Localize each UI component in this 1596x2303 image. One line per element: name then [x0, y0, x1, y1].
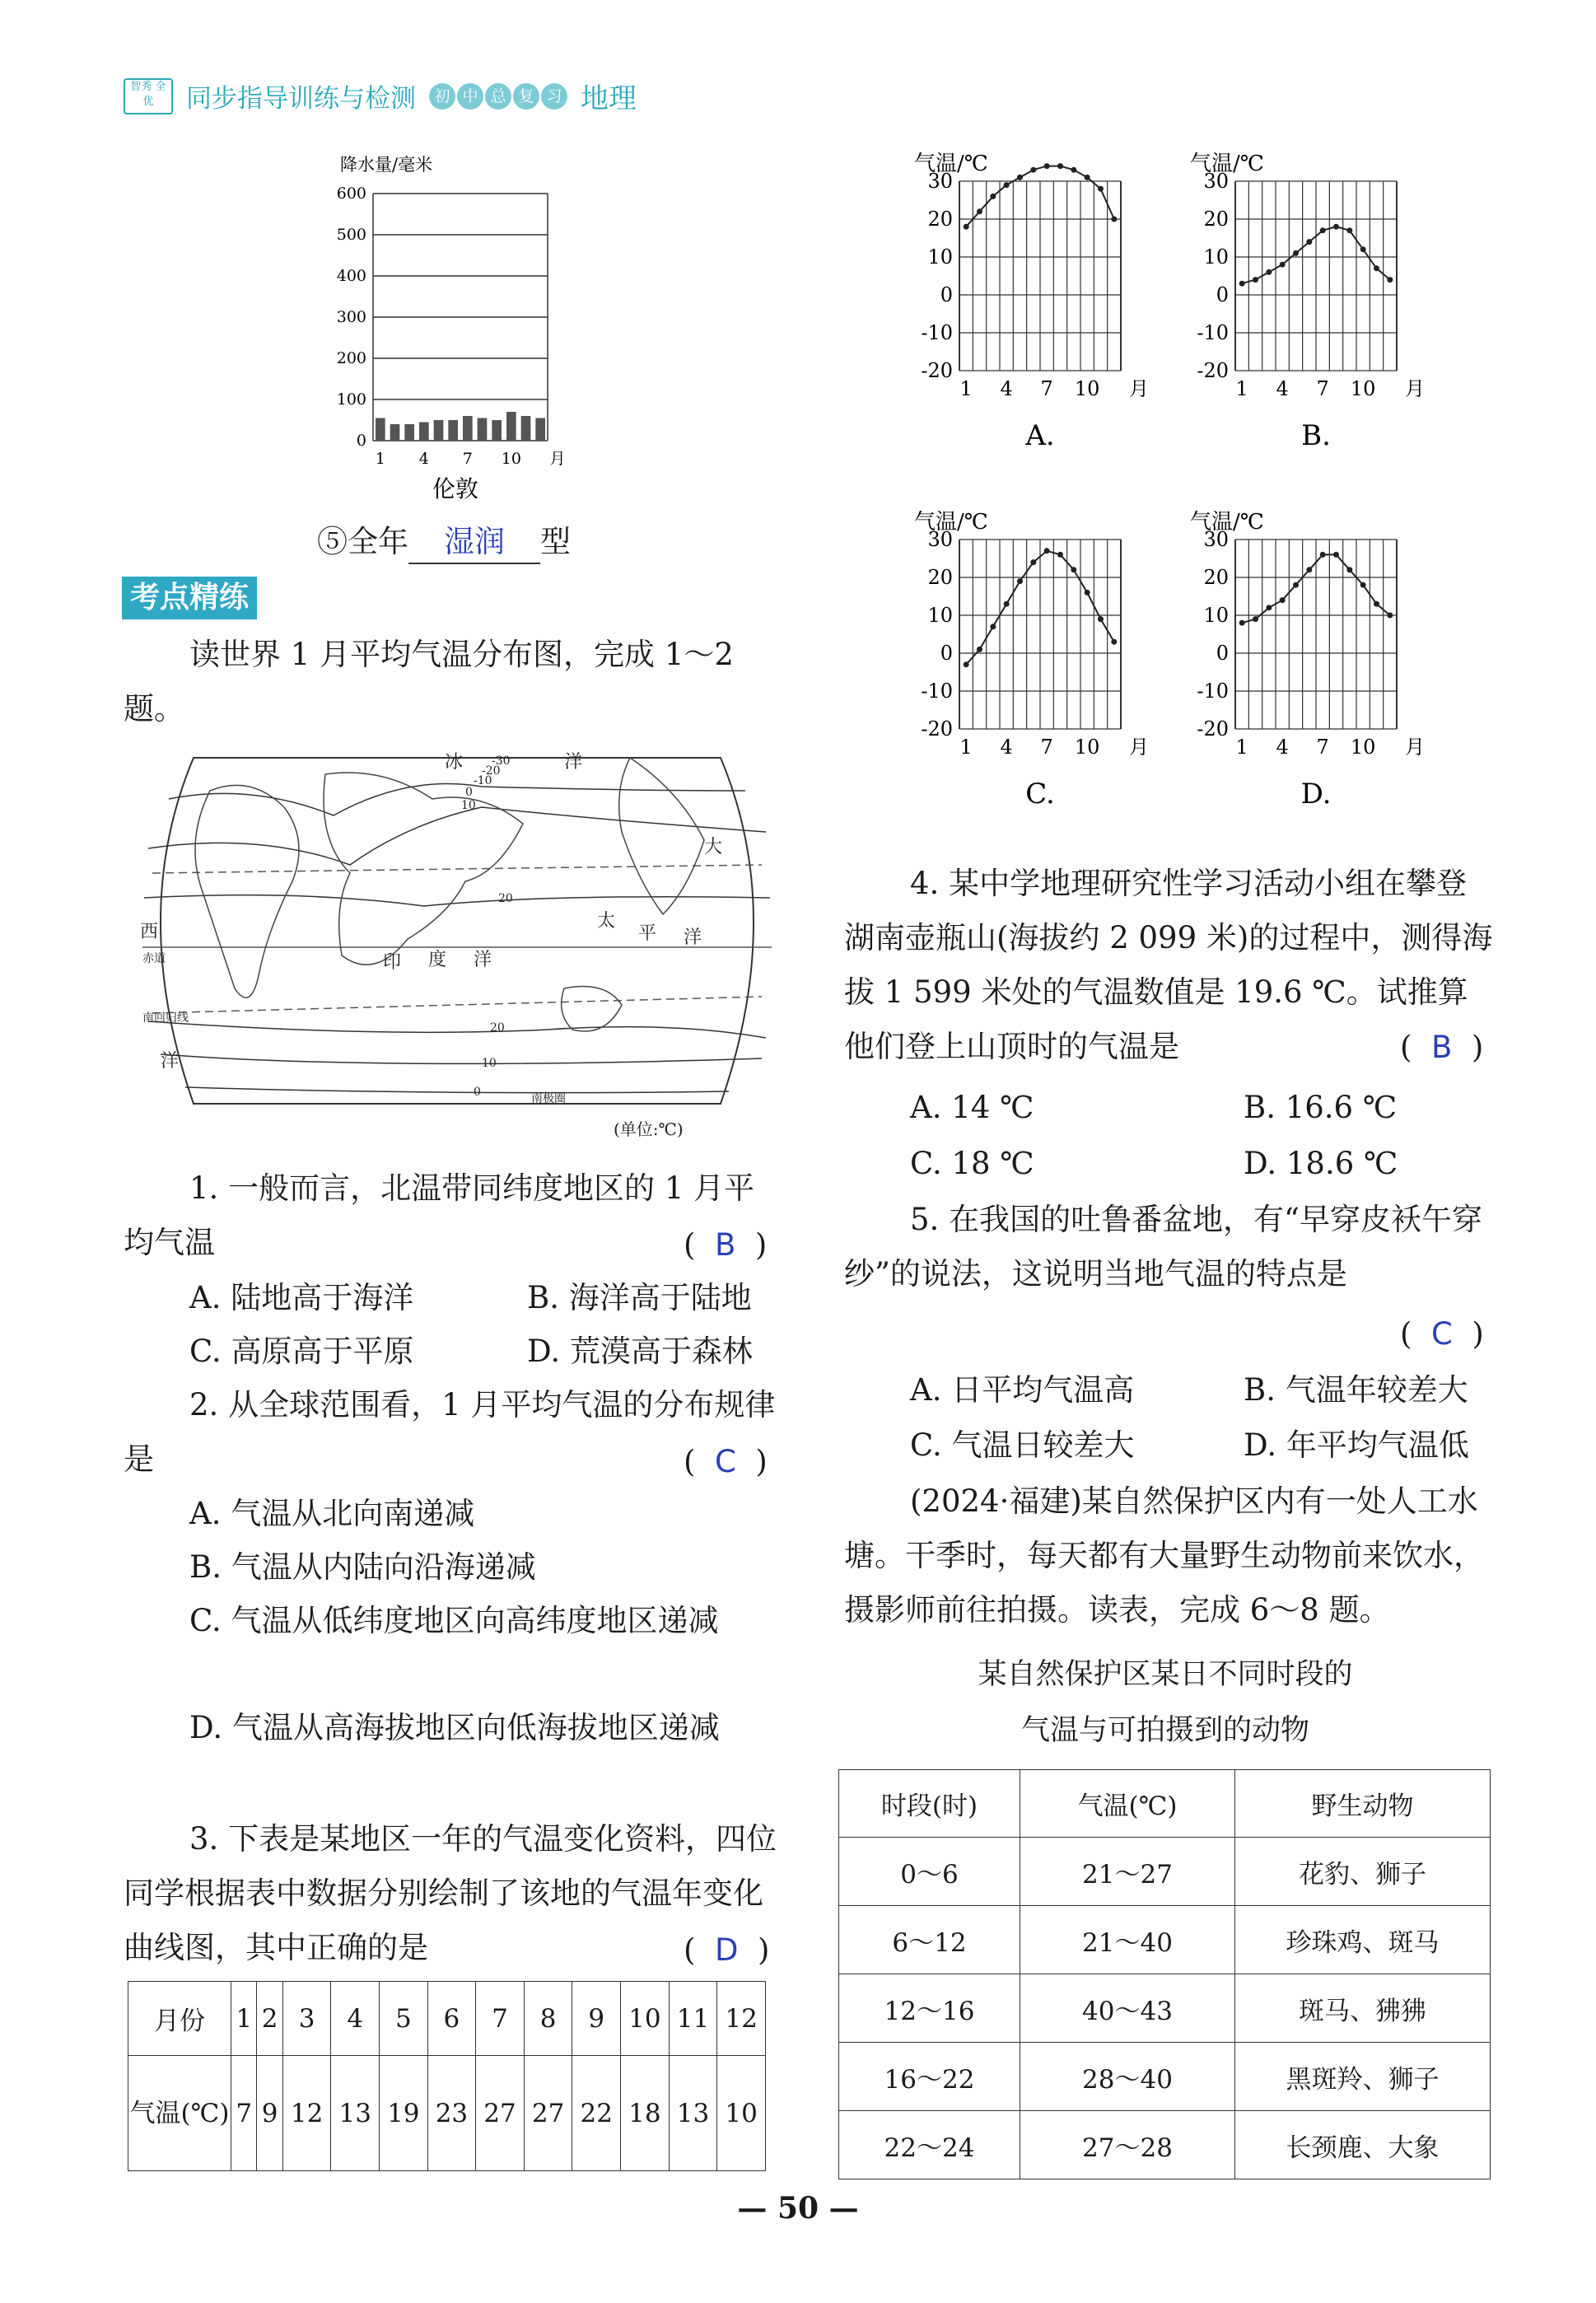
badge-char: 中 — [457, 83, 483, 110]
temp-chart — [1190, 152, 1425, 452]
temp-ytick: 10 — [927, 604, 953, 627]
precip-bar — [434, 420, 444, 441]
temp-point — [1098, 186, 1104, 192]
temp-xtick: 10 — [1350, 377, 1376, 400]
temp-ytick: 30 — [1203, 528, 1229, 551]
q5-option-a[interactable]: A. 日平均气温高 — [910, 1372, 1135, 1408]
q3-answer-bracket[interactable]: ( D ) — [684, 1932, 770, 1968]
q5-stem: 5. 在我国的吐鲁番盆地，有“早穿皮袄午穿纱”的说法，这说明当地气温的特点是 — [844, 1202, 1482, 1292]
temp-xtick: 1 — [1235, 377, 1248, 400]
q1-option-c[interactable]: C. 高原高于平原 — [189, 1334, 414, 1369]
table-cell: 23 — [427, 2056, 476, 2171]
q2-answer: C — [714, 1444, 736, 1479]
temp-ytick: -10 — [1197, 321, 1229, 344]
temp-point — [1320, 552, 1326, 558]
map-label: 洋 — [474, 950, 492, 970]
precip-bar — [521, 416, 531, 441]
table-cell: 10 — [621, 1982, 670, 2056]
precip-xtick: 10 — [501, 450, 521, 468]
q5-option-d[interactable]: D. 年平均气温低 — [1244, 1427, 1469, 1463]
temp-chart-ylabel: 气温/℃ — [914, 152, 988, 176]
temp-point — [1253, 277, 1258, 283]
table-row — [839, 1770, 1491, 1838]
q1-answer: B — [714, 1227, 736, 1263]
precip-xtick: 月 — [549, 450, 566, 468]
temp-point — [1387, 613, 1393, 619]
intro-q6-8: (2024·福建)某自然保护区内有一处人工水塘。干季时，每天都有大量野生动物前来饮水，摄影师前往拍摄。读表，完成 6～8 题。 — [844, 1483, 1484, 1628]
temp-ytick: -20 — [1197, 359, 1229, 382]
temp-xtick: 7 — [1316, 736, 1329, 759]
temp-xtick: 7 — [1040, 736, 1053, 759]
temp-chart — [1190, 510, 1425, 810]
q4-option-b[interactable]: B. 16.6 ℃ — [1244, 1090, 1398, 1125]
temp-ytick: 10 — [1203, 245, 1229, 269]
temp-xtick: 月 — [1129, 736, 1149, 759]
page-number: — 50 — — [737, 2191, 859, 2226]
temp-point — [1266, 605, 1272, 610]
badge-char: 复 — [513, 83, 539, 110]
temp-xtick: 月 — [1405, 736, 1425, 759]
q3-stem: 3. 下表是某地区一年的气温变化资料，四位同学根据表中数据分别绘制了该地的气温年变化曲线图，其中正确的是 — [124, 1821, 777, 1965]
temp-ytick: 30 — [1203, 170, 1229, 193]
table-cell: 13 — [331, 2056, 380, 2171]
precip-bar — [448, 420, 458, 441]
q4-stem: 4. 某中学地理研究性学习活动小组在攀登湖南壶瓶山(海拔约 2 099 米)的过程中，测得海拔 1 599 米处的气温数值是 19.6 ℃。试推算他们登上山顶时的气温是 — [844, 866, 1493, 1064]
temp-ytick: -10 — [921, 680, 953, 703]
precip-ytick: 300 — [336, 308, 366, 326]
temp-point — [1030, 559, 1036, 565]
map-label: 南回归线 — [142, 1011, 189, 1025]
precip-bar — [506, 412, 516, 441]
temp-xtick: 10 — [1350, 736, 1376, 759]
temp-ytick: 20 — [927, 566, 953, 589]
item5-blank[interactable] — [408, 521, 540, 564]
table-cell: 黑斑羚、狮子 — [1235, 2043, 1491, 2111]
temp-xtick: 1 — [1235, 736, 1248, 759]
temp-point — [1085, 590, 1090, 596]
table-cell: 4 — [331, 1982, 380, 2056]
temp-chart — [914, 510, 1149, 810]
precip-bar — [535, 418, 545, 441]
precip-chart — [325, 152, 589, 507]
table-cell: 28～40 — [1020, 2043, 1235, 2111]
temp-point — [1085, 175, 1090, 180]
q4-option-a[interactable]: A. 14 ℃ — [910, 1090, 1034, 1125]
table-cell: 9 — [572, 1982, 621, 2056]
q2-option-a[interactable]: A. 气温从北向南递减 — [189, 1496, 475, 1531]
temp-xtick: 1 — [959, 736, 973, 759]
table-cell: 2 — [257, 1982, 282, 2056]
q2-option-b[interactable]: B. 气温从内陆向沿海递减 — [189, 1549, 536, 1585]
q4-option-c[interactable]: C. 18 ℃ — [910, 1146, 1034, 1181]
temp-chart-label: D. — [1300, 778, 1332, 810]
table-cell: 19 — [380, 2056, 428, 2171]
table-cell: 12 — [717, 1982, 766, 2056]
table-cell: 5 — [380, 1982, 428, 2056]
table-row — [128, 2056, 766, 2171]
map-label: 大 — [704, 837, 723, 857]
animal-table — [838, 1769, 1491, 2179]
temp-point — [1044, 548, 1050, 554]
table-row — [128, 1982, 766, 2056]
q2-stem: 2. 从全球范围看，1 月平均气温的分布规律是 — [124, 1387, 776, 1477]
temp-xtick: 月 — [1129, 377, 1149, 400]
temp-point — [1280, 262, 1286, 268]
table-cell: 21～40 — [1020, 1906, 1235, 1974]
temp-point — [1253, 616, 1258, 622]
temp-point — [1030, 167, 1036, 173]
table-cell: 13 — [669, 2056, 717, 2171]
precip-bar — [478, 418, 488, 441]
temp-xtick: 10 — [1074, 377, 1100, 400]
table-cell: 27 — [476, 2056, 525, 2171]
table-cell: 1 — [231, 1982, 257, 2056]
q4-answer: B — [1430, 1030, 1453, 1065]
table-row — [839, 2111, 1491, 2179]
precip-bar — [404, 424, 414, 441]
table-header-cell: 气温(℃) — [128, 2056, 231, 2171]
precip-xtick: 7 — [462, 450, 473, 468]
q3-temp-table — [128, 1981, 766, 2171]
q5-answer-bracket[interactable]: ( C ) — [1400, 1316, 1484, 1352]
temp-point — [1280, 597, 1286, 603]
temp-xtick: 10 — [1074, 736, 1100, 759]
map-label: 洋 — [161, 1051, 180, 1072]
q1-option-d[interactable]: D. 荒漠高于森林 — [527, 1334, 753, 1369]
badge-char: 初 — [429, 83, 455, 110]
table-cell: 6～12 — [839, 1906, 1020, 1974]
temp-chart-label: A. — [1025, 419, 1055, 452]
precip-bar — [419, 423, 429, 441]
table-header-cell: 野生动物 — [1235, 1770, 1491, 1838]
q1-stem: 1. 一般而言，北温带同纬度地区的 1 月平均气温 — [124, 1170, 755, 1260]
temp-ytick: 0 — [940, 642, 953, 665]
temp-charts — [898, 144, 1507, 861]
temp-chart-label: C. — [1025, 778, 1055, 810]
q5-answer: C — [1430, 1316, 1453, 1352]
isotherm-label: 10 — [482, 1057, 497, 1070]
precip-bar — [390, 424, 400, 441]
temp-ytick: 0 — [940, 283, 953, 306]
temp-point — [1333, 552, 1339, 558]
temp-point — [1239, 620, 1245, 626]
temp-point — [1239, 281, 1245, 287]
temp-chart-ylabel: 气温/℃ — [1190, 152, 1264, 176]
table-cell: 12～16 — [839, 1974, 1020, 2043]
temp-chart-label: B. — [1301, 419, 1331, 452]
q1-option-b[interactable]: B. 海洋高于陆地 — [527, 1280, 752, 1315]
series-title: 同步指导训练与检测 — [186, 84, 416, 114]
temp-xtick: 月 — [1405, 377, 1425, 400]
page-header — [124, 76, 637, 116]
temp-ytick: 0 — [1216, 642, 1229, 665]
temp-point — [1111, 217, 1117, 222]
precip-ylabel: 降水量/毫米 — [340, 155, 433, 175]
table-cell: 8 — [524, 1982, 572, 2056]
review-badge — [429, 83, 567, 110]
table-cell: 22 — [572, 2056, 621, 2171]
temp-point — [1346, 567, 1352, 572]
map-unit: (单位:℃) — [614, 1119, 684, 1139]
map-label: 冰 — [445, 752, 464, 773]
q4-answer-bracket[interactable]: ( B ) — [1400, 1030, 1484, 1065]
temp-ytick: 20 — [1203, 208, 1229, 231]
temp-chart-ylabel: 气温/℃ — [1190, 510, 1264, 535]
item5-answer: 湿润 — [444, 524, 505, 559]
section-tag: 考点精练 — [122, 577, 257, 619]
map-label: 印 — [383, 952, 402, 973]
map-label: 平 — [638, 923, 657, 944]
table-cell: 珍珠鸡、斑马 — [1235, 1906, 1491, 1974]
temp-point — [1387, 277, 1393, 283]
table-header-cell: 气温(℃) — [1020, 1770, 1235, 1838]
temp-point — [977, 647, 982, 652]
temp-ytick: 30 — [927, 528, 953, 551]
map-label: 太 — [597, 911, 616, 932]
temp-point — [1306, 567, 1312, 572]
temp-point — [1004, 182, 1010, 188]
temp-ytick: 10 — [927, 245, 953, 269]
precip-city: 伦敦 — [432, 475, 479, 502]
q3-answer: D — [714, 1932, 739, 1968]
table-cell: 斑马、狒狒 — [1235, 1974, 1491, 2043]
item5 — [317, 515, 571, 569]
precip-ytick: 500 — [336, 226, 366, 244]
isotherm-label: 0 — [465, 786, 473, 799]
temp-ytick: -20 — [921, 717, 953, 740]
precip-ytick: 200 — [336, 349, 366, 367]
map-label: 西 — [140, 922, 159, 942]
precip-bar — [492, 420, 502, 441]
table-cell: 22～24 — [839, 2111, 1020, 2179]
temp-point — [1293, 582, 1299, 588]
isotherm-label: 0 — [474, 1086, 481, 1099]
temp-point — [1333, 224, 1339, 230]
temp-chart — [914, 152, 1149, 452]
table-cell: 花豹、狮子 — [1235, 1838, 1491, 1906]
temp-point — [1071, 167, 1076, 173]
q2-option-d[interactable]: D. 气温从高海拔地区向低海拔地区递减 — [189, 1710, 720, 1745]
table-cell: 12 — [282, 2056, 331, 2171]
temp-point — [1057, 552, 1063, 558]
isotherm-label: -20 — [482, 764, 501, 778]
table-header-cell: 时段(时) — [839, 1770, 1020, 1838]
temp-point — [1374, 601, 1379, 607]
table-row — [839, 2043, 1491, 2111]
q2-answer-bracket[interactable]: ( C ) — [684, 1444, 768, 1479]
temp-point — [1017, 175, 1023, 180]
temp-ytick: -20 — [1197, 717, 1229, 740]
temp-xtick: 1 — [959, 377, 973, 400]
temp-point — [977, 208, 982, 214]
badge-char: 习 — [541, 83, 567, 110]
temp-point — [1111, 639, 1117, 645]
temp-ytick: -10 — [1197, 680, 1229, 703]
temp-ytick: 20 — [927, 208, 953, 231]
temp-point — [1306, 239, 1312, 245]
map-label: 洋 — [564, 752, 583, 773]
temp-point — [990, 194, 996, 199]
table-cell: 长颈鹿、大象 — [1235, 2111, 1491, 2179]
series-logo: 智秀 全优 — [124, 78, 173, 114]
table68-caption-line2: 气温与可拍摄到的动物 — [1020, 1714, 1309, 1747]
temp-xtick: 4 — [1000, 736, 1013, 759]
temp-point — [1346, 227, 1352, 233]
subject-title: 地理 — [581, 82, 637, 115]
precip-bar — [376, 418, 385, 441]
temp-point — [1360, 246, 1366, 252]
temp-xtick: 7 — [1316, 377, 1329, 400]
table-row — [839, 1906, 1491, 1974]
table-cell: 40～43 — [1020, 1974, 1235, 2043]
q1-answer-bracket[interactable]: ( B ) — [684, 1227, 768, 1263]
temp-xtick: 7 — [1040, 377, 1053, 400]
table-cell: 7 — [476, 1982, 525, 2056]
temp-ytick: -20 — [921, 359, 953, 382]
temp-xtick: 4 — [1000, 377, 1013, 400]
item5-prefix: ⑤全年 — [317, 524, 408, 559]
precip-ytick: 600 — [336, 185, 366, 203]
temp-ytick: 10 — [1203, 604, 1229, 627]
temp-point — [1098, 616, 1104, 622]
temp-point — [1293, 250, 1299, 256]
world-jan-isotherm-map — [136, 741, 778, 1145]
table-cell: 10 — [717, 2056, 766, 2171]
temp-point — [964, 661, 969, 667]
q5-option-b[interactable]: B. 气温年较差大 — [1244, 1372, 1468, 1408]
temp-point — [1374, 265, 1379, 271]
precip-ytick: 0 — [356, 432, 366, 450]
table-cell: 0～6 — [839, 1838, 1020, 1906]
temp-point — [1057, 163, 1063, 169]
precip-xtick: 4 — [418, 450, 429, 468]
q1-option-a[interactable]: A. 陆地高于海洋 — [189, 1280, 414, 1315]
table-row — [839, 1838, 1491, 1906]
map-label: 赤道 — [142, 952, 166, 965]
table-cell: 16～22 — [839, 2043, 1020, 2111]
map-label: 南极圈 — [531, 1092, 566, 1105]
temp-point — [1266, 269, 1272, 275]
temp-ytick: 20 — [1203, 566, 1229, 589]
temp-ytick: 30 — [927, 170, 953, 193]
intro-q1-2: 读世界 1 月平均气温分布图，完成 1～2 题。 — [124, 637, 734, 726]
precip-bar — [463, 416, 473, 441]
isotherm-label: 20 — [498, 892, 513, 905]
table-cell: 7 — [231, 2056, 257, 2171]
precip-xtick: 1 — [375, 450, 385, 468]
temp-ytick: 0 — [1216, 283, 1229, 306]
table-cell: 18 — [621, 2056, 670, 2171]
temp-point — [990, 624, 996, 629]
temp-xtick: 4 — [1276, 736, 1289, 759]
isotherm-label: -30 — [492, 754, 511, 768]
table-cell: 9 — [257, 2056, 282, 2171]
temp-point — [1071, 567, 1076, 572]
table-cell: 11 — [669, 1982, 717, 2056]
precip-ytick: 100 — [336, 390, 366, 409]
temp-point — [1004, 601, 1010, 607]
table-cell: 27 — [524, 2056, 572, 2171]
temp-ytick: -10 — [921, 321, 953, 344]
table-row — [839, 1974, 1491, 2043]
map-label: 度 — [428, 950, 447, 970]
temp-point — [1320, 227, 1326, 233]
temp-xtick: 4 — [1276, 377, 1289, 400]
precip-ytick: 400 — [336, 267, 366, 285]
table-cell: 21～27 — [1020, 1838, 1235, 1906]
table-cell: 27～28 — [1020, 2111, 1235, 2179]
table-cell: 6 — [427, 1982, 476, 2056]
map-label: 洋 — [684, 927, 702, 948]
q4-option-d[interactable]: D. 18.6 ℃ — [1244, 1146, 1398, 1181]
isotherm-label: 10 — [461, 799, 476, 812]
temp-point — [1044, 163, 1050, 169]
temp-point — [1017, 578, 1023, 584]
table68-caption-line1: 某自然保护区某日不同时段的 — [978, 1658, 1353, 1691]
table-cell: 3 — [282, 1982, 331, 2056]
isotherm-label: 20 — [490, 1021, 505, 1035]
temp-point — [1360, 582, 1366, 588]
q5-option-c[interactable]: C. 气温日较差大 — [910, 1427, 1135, 1463]
isotherm-label: -10 — [474, 774, 492, 787]
temp-chart-ylabel: 气温/℃ — [914, 510, 988, 535]
table-header-cell: 月份 — [128, 1982, 231, 2056]
badge-char: 总 — [485, 83, 511, 110]
q2-option-c[interactable]: C. 气温从低纬度地区向高纬度地区递减 — [189, 1603, 719, 1638]
item5-suffix: 型 — [540, 524, 571, 559]
temp-point — [964, 224, 969, 230]
page-number-value: 50 — [777, 2191, 819, 2226]
